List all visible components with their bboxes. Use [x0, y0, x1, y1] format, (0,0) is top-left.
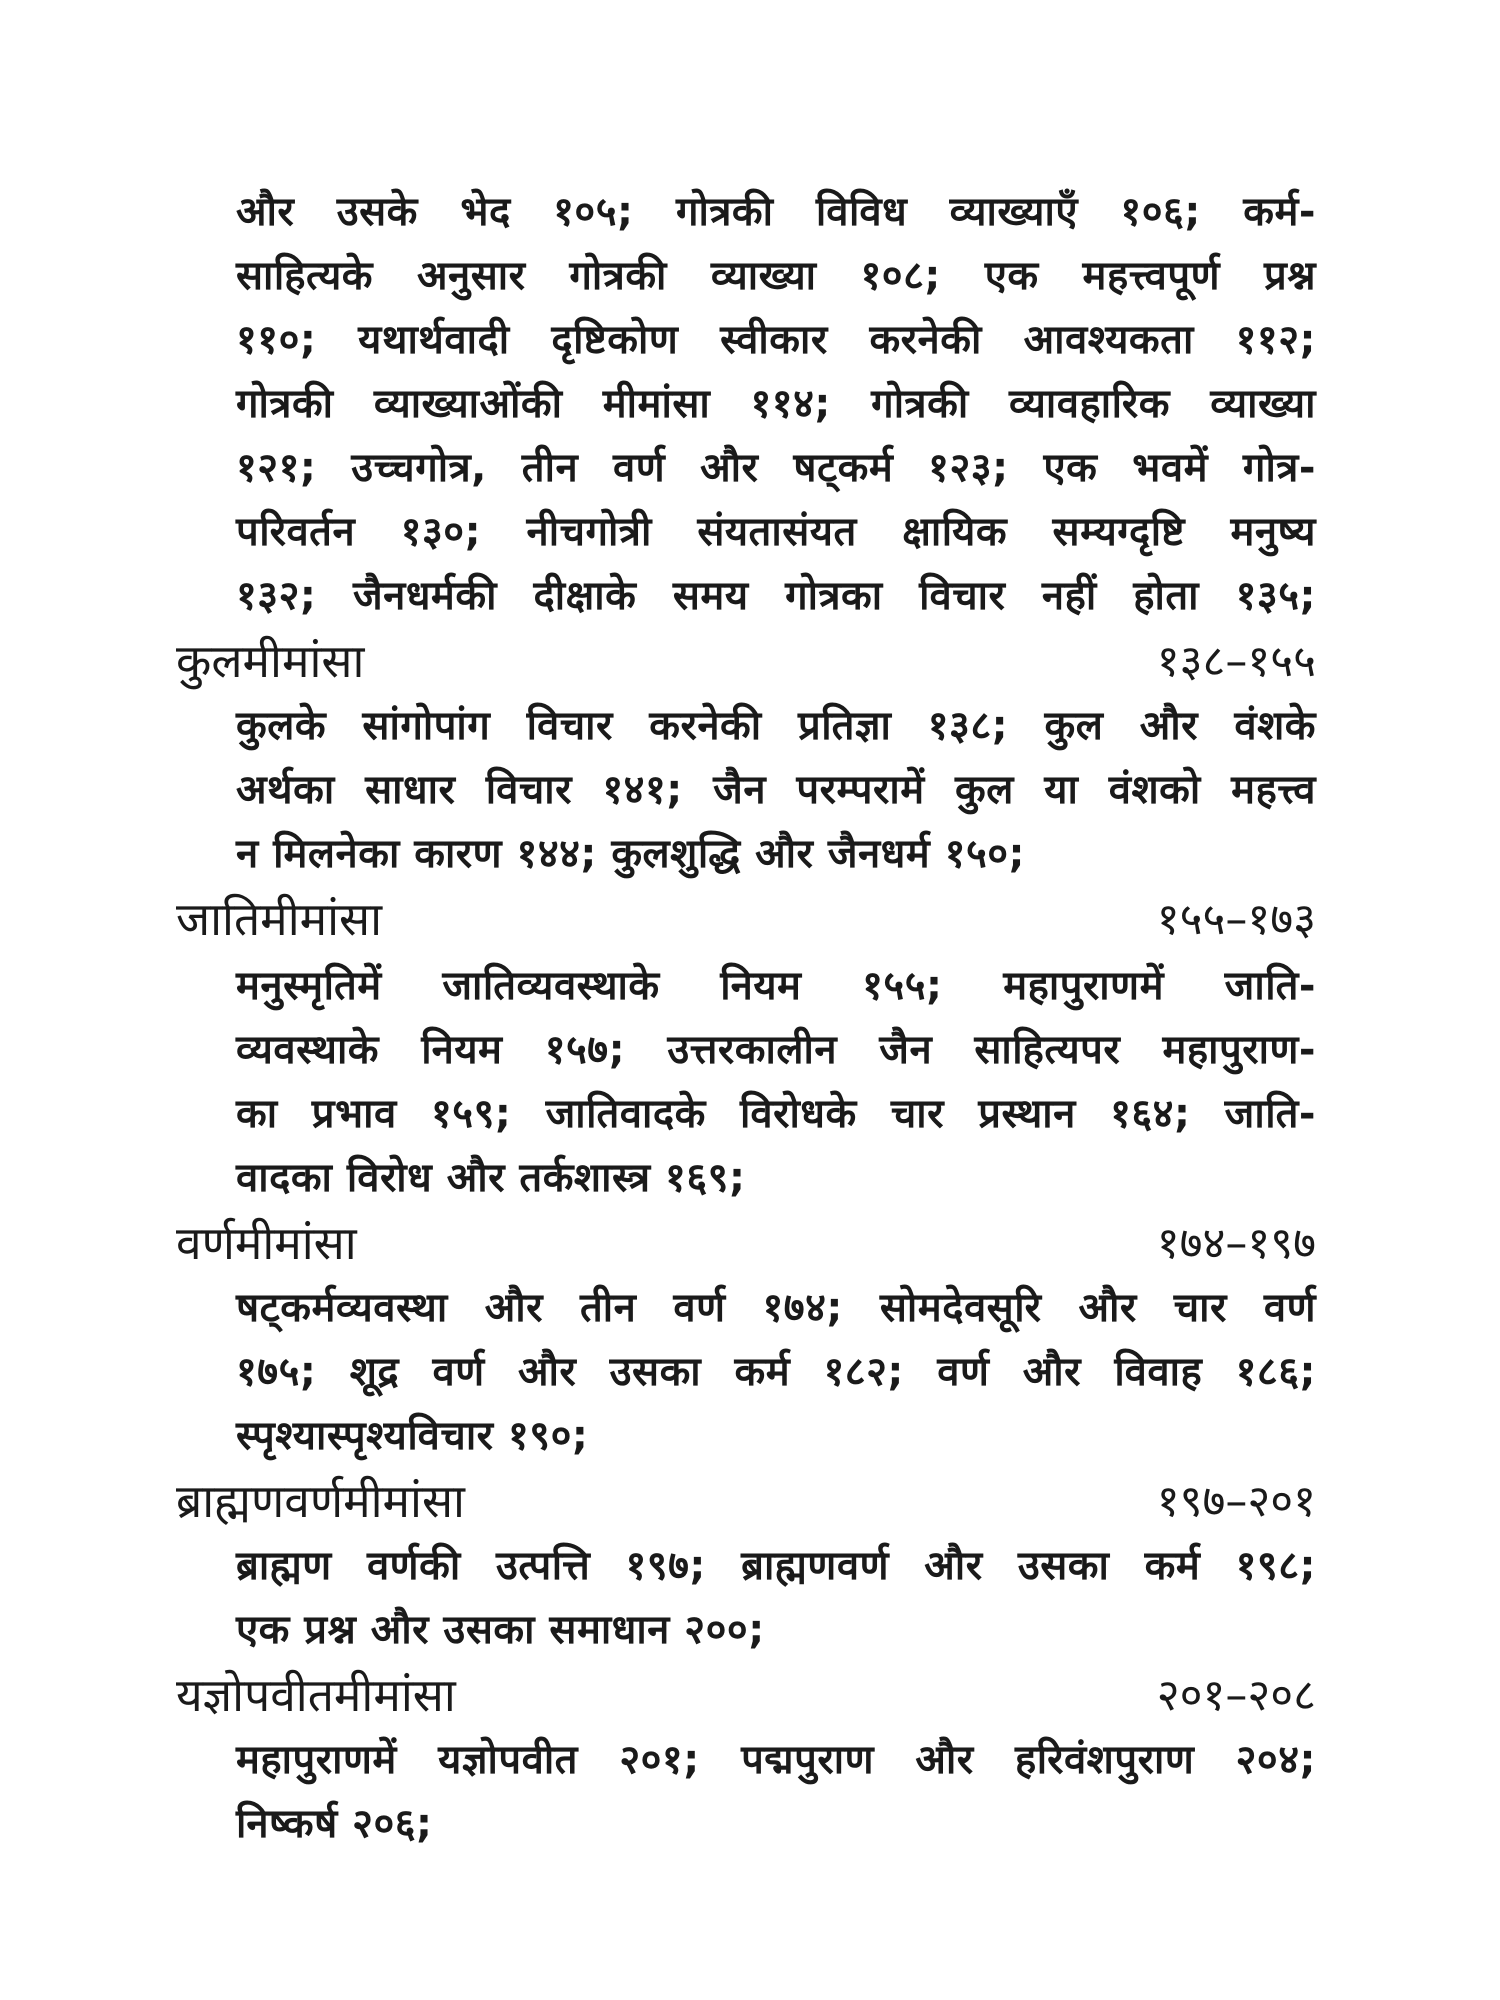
text-line: एक प्रश्न और उसका समाधान २००; [236, 1607, 765, 1653]
text-line: परिवर्तन १३०; नीचगोत्री संयतासंयत क्षायिक सम्यग्दृष्टि मनुष्य [236, 509, 1316, 555]
text-line: षट्कर्मव्यवस्था और तीन वर्ण १७४; सोमदेवसूरि और चार वर्ण [236, 1285, 1316, 1331]
text-line: १३२; जैनधर्मकी दीक्षाके समय गोत्रका विचार नहीं होता १३५; [236, 573, 1316, 619]
page-range: १९७–२०१ [1156, 1476, 1316, 1527]
page-range: १७४–१९७ [1156, 1218, 1316, 1269]
page-range: १५५–१७३ [1156, 894, 1316, 945]
text-line: व्यवस्थाके नियम १५७; उत्तरकालीन जैन साहित्यपर महापुराण- [236, 1027, 1316, 1073]
text-line: और उसके भेद १०५; गोत्रकी विविध व्याख्याएँ १०६; कर्म- [236, 189, 1316, 235]
text-line: १२१; उच्चगोत्र, तीन वर्ण और षट्कर्म १२३; एक भवमें गोत्र- [236, 445, 1316, 491]
text-line: मनुस्मृतिमें जातिव्यवस्थाके नियम १५५; महापुराणमें जाति- [236, 963, 1316, 1009]
text-line: कुलके सांगोपांग विचार करनेकी प्रतिज्ञा १३८; कुल और वंशके [236, 703, 1316, 749]
section-title: ब्राह्मणवर्णमीमांसा [176, 1474, 465, 1528]
text-line: ११०; यथार्थवादी दृष्टिकोण स्वीकार करनेकी आवश्यकता ११२; [236, 317, 1316, 363]
text-line: साहित्यके अनुसार गोत्रकी व्याख्या १०८; एक महत्त्वपूर्ण प्रश्न [236, 253, 1316, 299]
text-line: वादका विरोध और तर्कशास्त्र १६९; [236, 1155, 746, 1201]
text-line: गोत्रकी व्याख्याओंकी मीमांसा ११४; गोत्रकी व्यावहारिक व्याख्या [236, 381, 1316, 427]
page-range: २०१–२०८ [1156, 1670, 1316, 1721]
text-line: न मिलनेका कारण १४४; कुलशुद्धि और जैनधर्म १५०; [236, 831, 1026, 877]
section-title: जातिमीमांसा [176, 892, 383, 946]
text-line: निष्कर्ष २०६; [236, 1801, 433, 1847]
text-line: स्पृश्यास्पृश्यविचार १९०; [236, 1413, 589, 1459]
text-line: का प्रभाव १५९; जातिवादके विरोधके चार प्रस्थान १६४; जाति- [236, 1091, 1316, 1137]
text-line: ब्राह्मण वर्णकी उत्पत्ति १९७; ब्राह्मणवर्ण और उसका कर्म १९८; [236, 1543, 1316, 1589]
section-title: वर्णमीमांसा [176, 1216, 357, 1270]
text-line: १७५; शूद्र वर्ण और उसका कर्म १८२; वर्ण और विवाह १८६; [236, 1349, 1316, 1395]
text-line: महापुराणमें यज्ञोपवीत २०१; पद्मपुराण और हरिवंशपुराण २०४; [236, 1737, 1316, 1783]
text-line: अर्थका साधार विचार १४१; जैन परम्परामें कुल या वंशको महत्त्व [236, 767, 1316, 813]
section-title: यज्ञोपवीतमीमांसा [176, 1668, 456, 1722]
section-title: कुलमीमांसा [176, 634, 365, 688]
page-range: १३८–१५५ [1156, 636, 1316, 687]
